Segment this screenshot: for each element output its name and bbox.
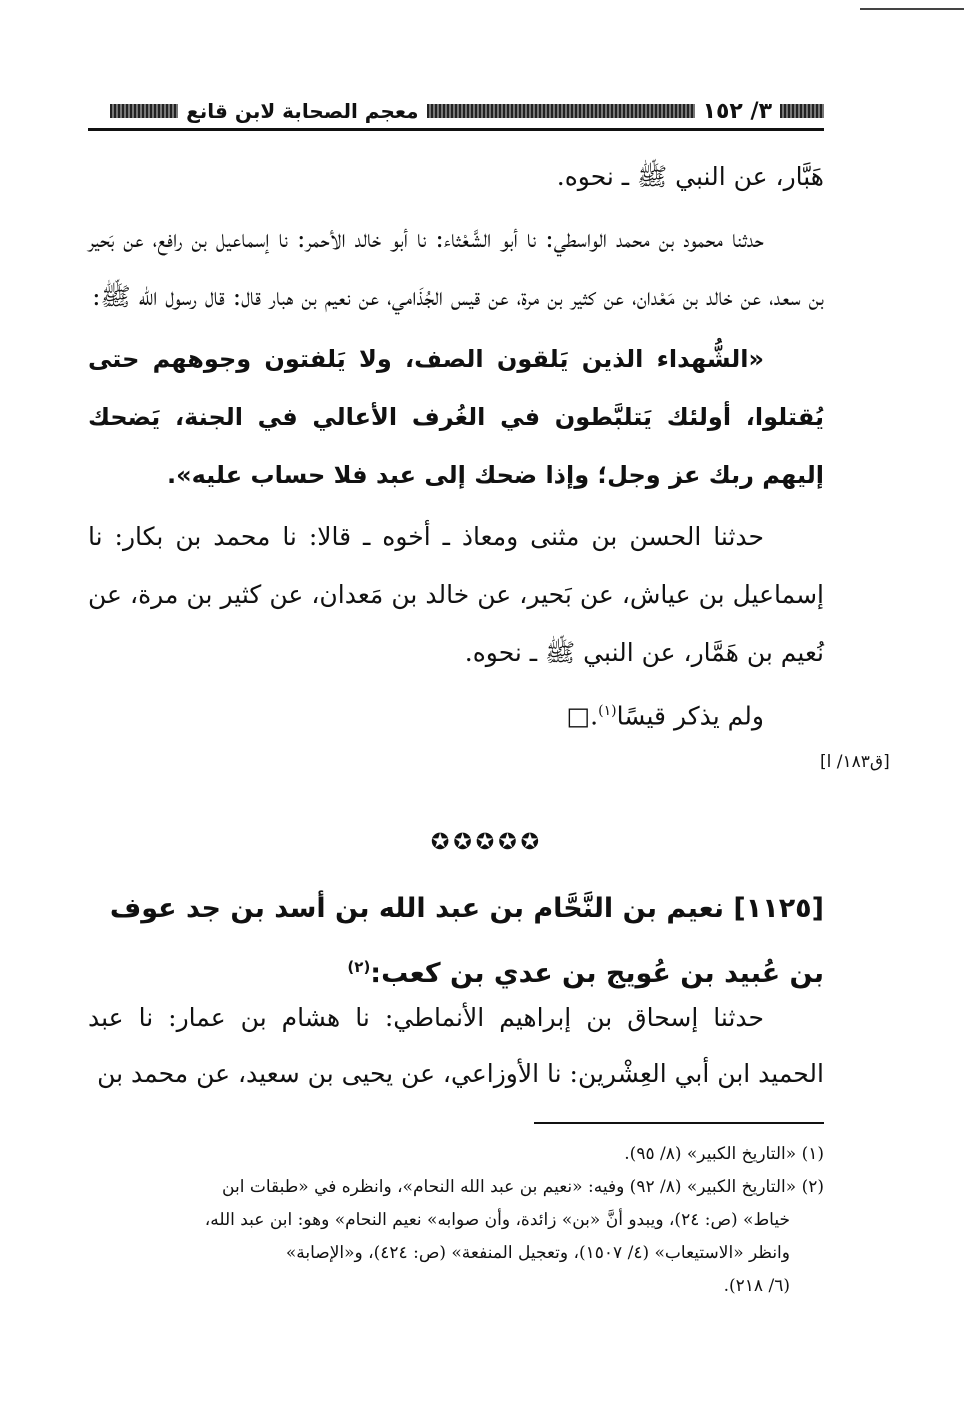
footnote-2-line-2: خياط» (ص: ٢٤)، ويبدو أنَّ «بن» زائدة، وأن صوابه» نعيم النحام» وهو: ابن عبد الله،: [204, 1210, 790, 1230]
paragraph-2: حدثنا محمود بن محمد الواسطي: نا أبو الشَّعْثاء: نا أبو خالد الأحمر: نا إسماعيل بن رافع، عن بَحير بن سعد، عن خالد بن مَعْدان، عن كثير بن مرة، عن قيس الجُذَامي، عن نعيم بن هبار قال: قال رسول الله ﷺ:: [88, 224, 824, 311]
entry-paragraph-1: حدثنا إسحاق بن إبراهيم الأنماطي: نا هشام بن عمار: نا عبد الحميد ابن أبي العِشْرين: نا الأوزاعي، عن يحيى بن سعيد، عن محمد بن: [88, 1003, 824, 1088]
paragraph-5-text: ولم يذكر قيسًا: [616, 701, 764, 731]
footnotes: [88, 1138, 824, 1303]
footnote-ref-1: (١): [598, 703, 617, 719]
paragraph-5: [88, 682, 824, 745]
header-rule: [88, 128, 824, 131]
header-ornament-left: [110, 104, 178, 118]
hadith-text: «الشُّهداء الذين يَلقون الصف، ولا يَلفتون وجوههم حتى يُقتلوا، أولئك يَتلبَّطون في الغُرف الأعالي في الجنة، يَضحك إليهم ربك عز وجل؛ وإذا ضحك إلى عبد فلا حساب عليه».: [88, 345, 824, 489]
page-header: [88, 96, 824, 126]
paragraph-1: هَبَّار، عن النبي ﷺ ـ نحوه.: [556, 162, 824, 191]
footnote-ref-2: (٢): [347, 958, 371, 976]
top-edge-line: [860, 8, 964, 10]
header-ornament-right: [780, 104, 824, 118]
main-text: [88, 148, 824, 745]
footnote-2-line-4: (٦/ ٢١٨).: [723, 1276, 790, 1296]
footnote-rule: [534, 1122, 824, 1124]
paragraph-5-end: .□: [566, 701, 599, 731]
header-ornament-middle: [427, 104, 695, 118]
entry-text: [88, 990, 824, 1102]
entry-heading-text: [١١٢٥] نعيم بن النَّحَّام بن عبد الله بن أسد بن جد عوف بن عُبيد بن عُويج بن عدي بن كعب:: [109, 893, 824, 989]
footnote-1: (١) «التاريخ الكبير» (٨/ ٩٥).: [624, 1144, 824, 1164]
footnote-2-line-1: (٢) «التاريخ الكبير» (٨/ ٩٢) وفيه: «نعيم بن عبد الله النحام»، وانظره في «طبقات ابن: [222, 1177, 824, 1197]
book-title: معجم الصحابة لابن قانع: [186, 99, 419, 123]
paragraph-4: حدثنا الحسن بن مثنى ومعاذ ـ أخوه ـ قالا: نا محمد بن بكار: نا إسماعيل بن عياش، عن بَحير، عن خالد بن مَعدان، عن كثير بن مرة، عن نُعيم بن هَمَّار، عن النبي ﷺ ـ نحوه.: [88, 522, 824, 667]
entry-heading: [88, 880, 824, 1003]
page-number: ٣/ ١٥٢: [702, 98, 772, 124]
footnote-2-line-3: وانظر «الاستيعاب» (٤/ ١٥٠٧)، وتعجيل المنفعة» (ص: ٤٢٤)، و«الإصابة»: [285, 1243, 790, 1263]
section-separator: ✪✪✪✪✪: [430, 830, 544, 855]
manuscript-folio-note: [ق١٨٣/ ا]: [820, 752, 890, 772]
